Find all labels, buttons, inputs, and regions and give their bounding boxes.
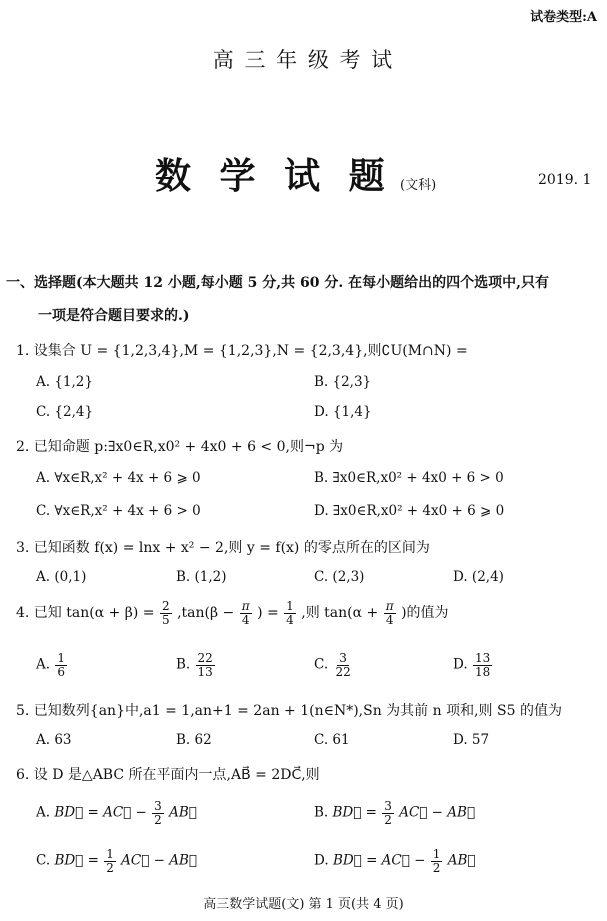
question-5-option-a: A. 63 [36, 732, 72, 748]
question-6-option-c: C. BD⃗ = $\frac{1}{2}$ AC⃗ − AB⃗ [36, 847, 197, 875]
question-2-stem: 2. 已知命题 p:∃x0∈R,x0² + 4x0 + 6 < 0,则¬p 为 [16, 439, 344, 455]
exam-date: 2019. 1 [538, 172, 592, 188]
question-6-option-b: B. BD⃗ = $\frac{3}{2}$ AC⃗ − AB⃗ [314, 799, 476, 827]
question-2-option-a: A. ∀x∈R,x² + 4x + 6 ⩾ 0 [36, 470, 201, 486]
page-footer: 高三数学试题(文) 第 1 页(共 4 页) [203, 897, 404, 912]
question-1-option-c: C. {2,4} [36, 404, 94, 420]
question-3-option-d: D. (2,4) [453, 569, 504, 585]
q4-stem-mid2: ) = [257, 605, 279, 622]
question-2-option-b: B. ∃x0∈R,x0² + 4x0 + 6 > 0 [314, 470, 504, 486]
question-1-option-b: B. {2,3} [314, 374, 372, 390]
question-3-option-a: A. (0,1) [36, 569, 87, 585]
section-heading-line2: 一项是符合题目要求的.) [38, 308, 190, 324]
paper-type-label: 试卷类型:A [530, 10, 597, 25]
question-4-option-d: D. $\frac{13}{18}$ [453, 651, 491, 679]
section-heading-line1: 一、选择题(本大题共 12 小题,每小题 5 分,共 60 分. 在每小题给出的四个选项中,只有 [6, 275, 549, 291]
question-4-stem [16, 600, 449, 626]
question-4-option-b: B. $\frac{22}{13}$ [176, 651, 213, 679]
question-1-stem: 1. 设集合 U = {1,2,3,4},M = {1,2,3},N = {2,3,4},则∁U(M∩N) = [16, 343, 468, 359]
question-1-option-d: D. {1,4} [314, 404, 372, 420]
page-subtitle: (文科) [400, 178, 437, 193]
question-6-stem: 6. 设 D 是△ABC 所在平面内一点,AB⃗ = 2DC⃗,则 [16, 767, 320, 783]
q4-stem-prefix: 4. 已知 tan(α + β) = [16, 605, 155, 622]
question-5-option-b: B. 62 [176, 732, 212, 748]
question-5-option-d: D. 57 [453, 732, 490, 748]
q4-fraction-3: $\frac{1}{4}$ [286, 599, 294, 627]
question-3-option-b: B. (1,2) [176, 569, 227, 585]
q4-fraction-4: $\frac{\pi}{4}$ [385, 599, 394, 627]
question-3-stem: 3. 已知函数 f(x) = lnx + x² − 2,则 y = f(x) 的零点所在的区间为 [16, 540, 430, 556]
page-title: 数 学 试 题 [155, 155, 393, 197]
question-4-option-a: A. $\frac{1}{6}$ [36, 651, 65, 679]
question-6-option-a: A. BD⃗ = AC⃗ − $\frac{3}{2}$ AB⃗ [36, 799, 197, 827]
exam-name: 高 三 年 级 考 试 [212, 48, 395, 72]
question-3-option-c: C. (2,3) [314, 569, 365, 585]
q4-stem-mid1: ,tan(β − [177, 605, 235, 622]
q4-stem-suffix: )的值为 [401, 605, 449, 622]
question-6-option-d: D. BD⃗ = AC⃗ − $\frac{1}{2}$ AB⃗ [314, 847, 476, 875]
q4-fraction-2: $\frac{\pi}{4}$ [241, 599, 250, 627]
question-1-option-a: A. {1,2} [36, 374, 93, 390]
question-4-option-c: C. $\frac{3}{22}$ [314, 651, 351, 679]
question-2-option-d: D. ∃x0∈R,x0² + 4x0 + 6 ⩾ 0 [314, 503, 505, 519]
q4-stem-mid3: ,则 tan(α + [301, 605, 379, 622]
q4-fraction-1: $\frac{2}{5}$ [161, 599, 170, 627]
question-5-stem: 5. 已知数列{an}中,a1 = 1,an+1 = 2an + 1(n∈N*),Sn 为其前 n 项和,则 S5 的值为 [16, 703, 562, 719]
question-5-option-c: C. 61 [314, 732, 350, 748]
question-2-option-c: C. ∀x∈R,x² + 4x + 6 > 0 [36, 503, 201, 519]
